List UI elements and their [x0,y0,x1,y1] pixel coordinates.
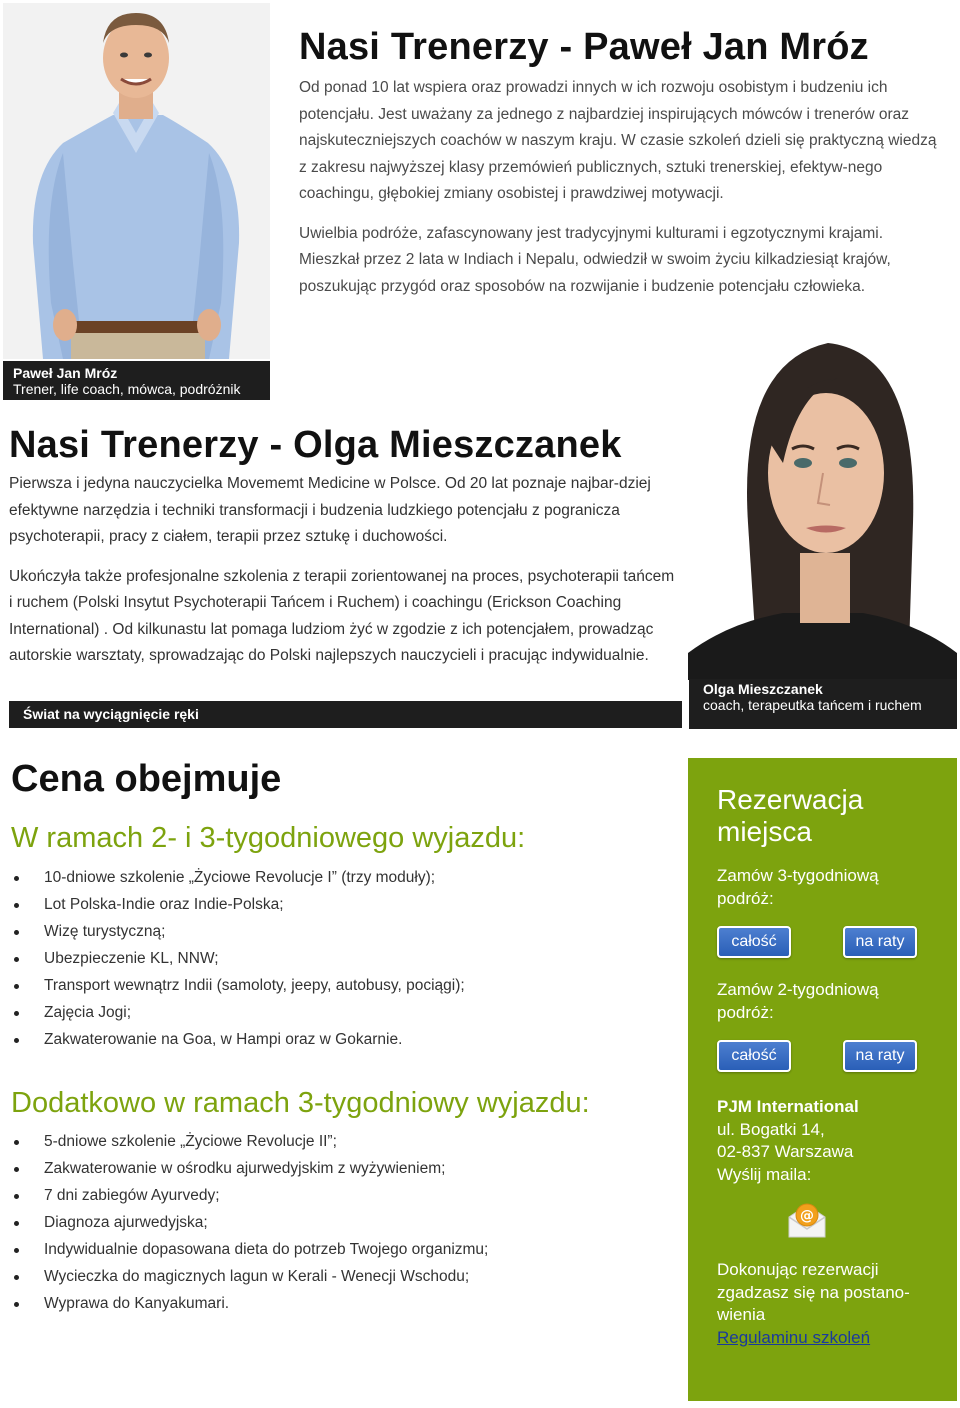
reservation-note [717,1259,929,1349]
price-heading: Cena obejmuje [11,758,282,800]
list-item: Indywidualnie dopasowana dieta do potrzeb Twojego organizmu; [10,1236,670,1263]
svg-text:@: @ [800,1208,814,1224]
list-item: Zajęcia Jogi; [10,999,670,1026]
order-3-week-buttons [717,926,917,958]
trainer-photo-pawel [3,3,270,359]
mail-label: Wyślij maila: [717,1164,812,1184]
woman-portrait-icon [688,323,957,680]
order-2-week-installments-button[interactable]: na raty [843,1040,917,1072]
trainer2-bio-paragraph-2: Ukończyła także profesjonalne szkolenia z terapii zorientowanej na proces, psychoterapii tańcem i ruchem (Polski Insytut Psychoterapii Tańcem i Ruchem) i coachingu (Erickson Coaching International) . Od kilkunastu lat pomaga ludziom żyć w zgodzie z ich potencjałem, prowadząc autorskie warsztaty, sprowadzając do Polski najlepszych nauczycieli i pracując indywidualnie. [9,567,675,664]
trainer2-caption-name: Olga Mieszczanek [703,681,823,697]
terms-link[interactable]: Regulaminu szkoleń [717,1327,871,1347]
section1-heading: W ramach 2- i 3-tygodniowego wyjazdu: [11,822,526,854]
company-name: PJM International [717,1097,859,1116]
list-item: Zakwaterowanie na Goa, w Hampi oraz w Gokarnie. [10,1026,670,1053]
list-item: Ubezpieczenie KL, NNW; [10,945,670,972]
trainer2-caption [689,679,957,729]
reservation-heading: Rezerwacja miejsca [717,784,864,847]
list-item: Wyprawa do Kanyakumari. [10,1290,670,1317]
man-portrait-icon [3,3,270,359]
trainer2-caption-role: coach, terapeutka tańcem i ruchem [703,697,922,713]
order-2-week-buttons [717,1040,917,1072]
company-street: ul. Bogatki 14, [717,1119,825,1139]
section2-list [10,1128,670,1317]
trainer2-bio [9,471,677,670]
list-item: 7 dni zabiegów Ayurvedy; [10,1182,670,1209]
order-2-week-label: Zamów 2-tygodniową podróż: [717,980,879,1022]
trainer1-bio [299,75,939,300]
envelope-at-icon[interactable] [785,1197,829,1241]
trainer1-title: Nasi Trenerzy - Paweł Jan Mróz [299,26,869,68]
order-3-week-label: Zamów 3-tygodniową podróż: [717,866,879,908]
list-item: Zakwaterowanie w ośrodku ajurwedyjskim z wyżywieniem; [10,1155,670,1182]
list-item: Wycieczka do magicznych lagun w Kerali - Wenecji Wschodu; [10,1263,670,1290]
list-item: Diagnoza ajurwedyjska; [10,1209,670,1236]
section2-heading: Dodatkowo w ramach 3-tygodniowy wyjazdu: [11,1087,590,1119]
trainer1-caption-role: Trener, life coach, mówca, podróżnik [13,381,241,397]
reservation-sidebar [688,758,957,1401]
list-item: Lot Polska-Indie oraz Indie-Polska; [10,891,670,918]
list-item: 10-dniowe szkolenie „Życiowe Revolucje I” (trzy moduły); [10,864,670,891]
list-item: Wizę turystyczną; [10,918,670,945]
trainer2-title: Nasi Trenerzy - Olga Mieszczanek [9,424,622,466]
company-address [717,1096,929,1186]
reservation-note-text: Dokonując rezerwacji zgadzasz się na postano-wienia [717,1260,910,1324]
section1-list [10,864,670,1053]
company-city: 02-837 Warszawa [717,1142,854,1161]
trainer1-bio-paragraph-2: Uwielbia podróże, zafascynowany jest tradycyjnymi kulturami i egzotycznymi krajami. Mieszkał przez 2 lata w Indiach i Nepalu, odwiedził w swoim życiu kilkadziesiąt krajów, poszukując przygód oraz sposobów na rozwijanie i budzenie potencjału człowieka. [299,224,891,295]
list-item: 5-dniowe szkolenie „Życiowe Revolucje II”; [10,1128,670,1155]
trainer1-caption-name: Paweł Jan Mróz [13,365,118,381]
trainer-photo-olga [688,323,957,680]
order-3-week-full-button[interactable]: całość [717,926,791,958]
order-2-week-full-button[interactable]: całość [717,1040,791,1072]
world-link-bar[interactable]: Świat na wyciągnięcie ręki [9,701,682,728]
order-3-week-installments-button[interactable]: na raty [843,926,917,958]
trainer1-bio-paragraph-1: Od ponad 10 lat wspiera oraz prowadzi innych w ich rozwoju osobistym i budzeniu ich potencjału. Jest uważany za jednego z najbardziej inspirujących mówców i trenerów oraz najskuteczniejszych coachów w naszym kraju. W czasie szkoleń dzieli się praktyczną wiedzą z zakresu najwyższej klasy przemówień publicznych, sztuki trenerskiej, efektyw-nego coachingu, głębokiej zmiany osobistej i prawdziwej motywacji. [299,79,937,202]
trainer2-bio-paragraph-1: Pierwsza i jedyna nauczycielka Movememt Medicine w Polsce. Od 20 lat poznaje najbar-dziej efektywne narzędzia i techniki transformacji i budzenia ludzkiego potencjału z pogranicza psychoterapii, pracy z ciałem, terapii przez sztukę i duchowości. [9,475,651,545]
list-item: Transport wewnątrz Indii (samoloty, jeepy, autobusy, pociągi); [10,972,670,999]
trainer1-caption [3,361,270,400]
